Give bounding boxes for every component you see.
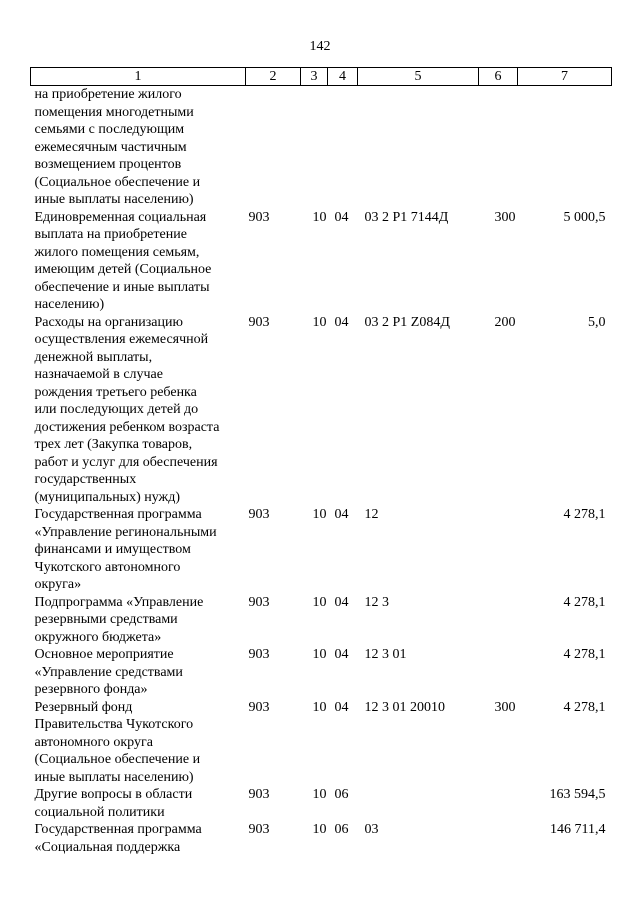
subsection-cell: 04	[334, 507, 349, 522]
admin-cell: 903	[248, 699, 270, 715]
target-article-cell	[358, 86, 479, 209]
item-name-cell	[31, 594, 246, 647]
table-row	[31, 86, 612, 209]
item-name-line: Единовременная социальная	[34, 209, 207, 225]
admin-cell: 903	[248, 594, 270, 610]
item-name-line: рождения третьего ребенка	[34, 384, 197, 400]
column-header-target-article: 5	[358, 68, 479, 86]
item-name-line: достижения ребенком возраста	[34, 419, 220, 435]
amount-cell: 5 000,5	[563, 209, 606, 225]
subsection-cell: 04	[334, 647, 349, 662]
item-name-cell	[31, 86, 246, 209]
table-row	[31, 594, 612, 647]
item-name-line: помещения многодетными	[34, 104, 194, 120]
target-article-cell	[358, 786, 479, 821]
item-name-line: Государственная программа	[34, 507, 202, 522]
item-name-line: обеспечение и иные выплаты	[34, 279, 210, 295]
item-name-line: финансами и имуществом	[34, 542, 191, 557]
item-name-line: семьями с последующим	[34, 122, 185, 137]
admin-cell: 903	[248, 209, 270, 225]
admin-cell: 903	[248, 507, 270, 522]
expense-type-cell	[479, 821, 518, 856]
table-row	[31, 646, 612, 699]
item-name-cell	[31, 646, 246, 699]
amount-cell: 146 711,4	[550, 822, 606, 837]
item-name-line: Государственная программа	[34, 822, 202, 837]
subsection-cell: 04	[334, 314, 349, 330]
column-header-section: 3	[301, 68, 328, 86]
target-article-cell: 12	[364, 507, 379, 522]
table-header	[31, 68, 612, 86]
table-row	[31, 314, 612, 507]
item-name-line: имеющим детей (Социальное	[34, 262, 212, 277]
item-name-cell	[31, 209, 246, 314]
section-cell: 10	[312, 314, 327, 330]
admin-cell: 903	[248, 787, 270, 802]
expense-type-cell	[479, 86, 518, 209]
item-name-line: резервного фонда»	[34, 682, 148, 697]
item-name-line: (муниципальных) нужд)	[34, 489, 181, 505]
item-name-line: Резервный фонд	[34, 699, 133, 715]
expense-type-cell: 200	[494, 314, 516, 330]
item-name-cell	[31, 314, 246, 507]
table-row	[31, 786, 612, 821]
item-name-line: Чукотского автономного	[34, 559, 181, 575]
item-name-cell	[31, 786, 246, 821]
target-article-cell: 12 3	[364, 594, 389, 610]
item-name-line: ежемесячным частичным	[34, 139, 187, 155]
subsection-cell: 04	[334, 594, 349, 610]
target-article-cell: 12 3 01	[364, 647, 407, 662]
item-name-line: государственных	[34, 472, 137, 487]
item-name-line: округа»	[34, 577, 82, 592]
budget-table	[30, 67, 612, 856]
column-header-expense-type: 6	[479, 68, 518, 86]
admin-cell: 903	[248, 647, 270, 662]
section-cell: 10	[312, 209, 327, 225]
section-cell: 10	[312, 647, 327, 662]
amount-cell: 4 278,1	[563, 507, 606, 522]
section-cell: 10	[312, 594, 327, 610]
item-name-line: на приобретение жилого	[34, 87, 182, 102]
column-header-admin: 2	[246, 68, 301, 86]
item-name-line: жилого помещения семьям,	[34, 244, 200, 260]
subsection-cell: 04	[334, 209, 349, 225]
item-name-line: «Управление средствами	[34, 664, 183, 680]
expense-type-cell	[479, 594, 518, 647]
item-name-line: иные выплаты населению)	[34, 769, 194, 785]
item-name-line: денежной выплаты,	[34, 349, 153, 365]
admin-cell: 903	[248, 822, 270, 837]
amount-cell: 5,0	[588, 314, 606, 330]
amount-cell	[518, 86, 612, 209]
item-name-line: назначаемой в случае	[34, 367, 163, 382]
section-cell: 10	[312, 787, 327, 802]
section-cell: 10	[312, 507, 327, 522]
target-article-cell: 03 2 P1 7144Д	[364, 209, 449, 225]
table-row	[31, 821, 612, 856]
item-name-line: выплата на приобретение	[34, 227, 187, 242]
table-row	[31, 506, 612, 594]
item-name-line: (Социальное обеспечение и	[34, 174, 201, 190]
amount-cell: 4 278,1	[563, 699, 606, 715]
amount-cell: 4 278,1	[563, 647, 606, 662]
amount-cell: 163 594,5	[549, 787, 606, 802]
item-name-line: осуществления ежемесячной	[34, 332, 209, 347]
table-row	[31, 209, 612, 314]
item-name-line: населению)	[34, 297, 105, 312]
item-name-line: работ и услуг для обеспечения	[34, 454, 218, 470]
item-name-line: трех лет (Закупка товаров,	[34, 437, 193, 452]
subsection-cell: 06	[334, 822, 349, 837]
column-header-amount: 7	[518, 68, 612, 86]
section-cell	[301, 86, 328, 209]
amount-cell: 4 278,1	[563, 594, 606, 610]
target-article-cell: 03	[364, 822, 379, 837]
expense-type-cell	[479, 786, 518, 821]
subsection-cell: 04	[334, 699, 349, 715]
expense-type-cell: 300	[494, 699, 516, 715]
section-cell: 10	[312, 699, 327, 715]
item-name-line: Основное мероприятие	[34, 647, 174, 662]
item-name-cell	[31, 506, 246, 594]
item-name-line: (Социальное обеспечение и	[34, 752, 201, 767]
item-name-line: Правительства Чукотского	[34, 717, 194, 732]
item-name-line: Подпрограмма «Управление	[34, 594, 204, 610]
item-name-line: «Управление регинональными	[34, 524, 217, 540]
subsection-cell: 06	[334, 787, 349, 802]
item-name-line: иные выплаты населению)	[34, 192, 194, 207]
item-name-line: возмещением процентов	[34, 157, 182, 172]
item-name-cell	[31, 821, 246, 856]
section-cell: 10	[312, 822, 327, 837]
expense-type-cell: 300	[494, 209, 516, 225]
table-row	[31, 699, 612, 787]
column-header-subsection: 4	[328, 68, 358, 86]
column-header-name: 1	[31, 68, 246, 86]
item-name-line: «Социальная поддержка	[34, 839, 181, 855]
item-name-line: резервными средствами	[34, 612, 178, 627]
item-name-line: Расходы на организацию	[34, 314, 183, 330]
item-name-cell	[31, 699, 246, 787]
admin-cell	[246, 86, 301, 209]
item-name-line: социальной политики	[34, 804, 165, 820]
subsection-cell	[328, 86, 358, 209]
expense-type-cell	[479, 646, 518, 699]
table-body	[31, 86, 612, 857]
item-name-line: окружного бюджета»	[34, 629, 162, 645]
admin-cell: 903	[248, 314, 270, 330]
header-row	[31, 68, 612, 86]
target-article-cell: 12 3 01 20010	[364, 699, 445, 715]
item-name-line: или последующих детей до	[34, 402, 199, 417]
expense-type-cell	[479, 506, 518, 594]
item-name-line: автономного округа	[34, 734, 153, 750]
target-article-cell: 03 2 P1 Z084Д	[364, 314, 450, 330]
item-name-line: Другие вопросы в области	[34, 787, 193, 802]
page-number: 142	[309, 39, 331, 54]
